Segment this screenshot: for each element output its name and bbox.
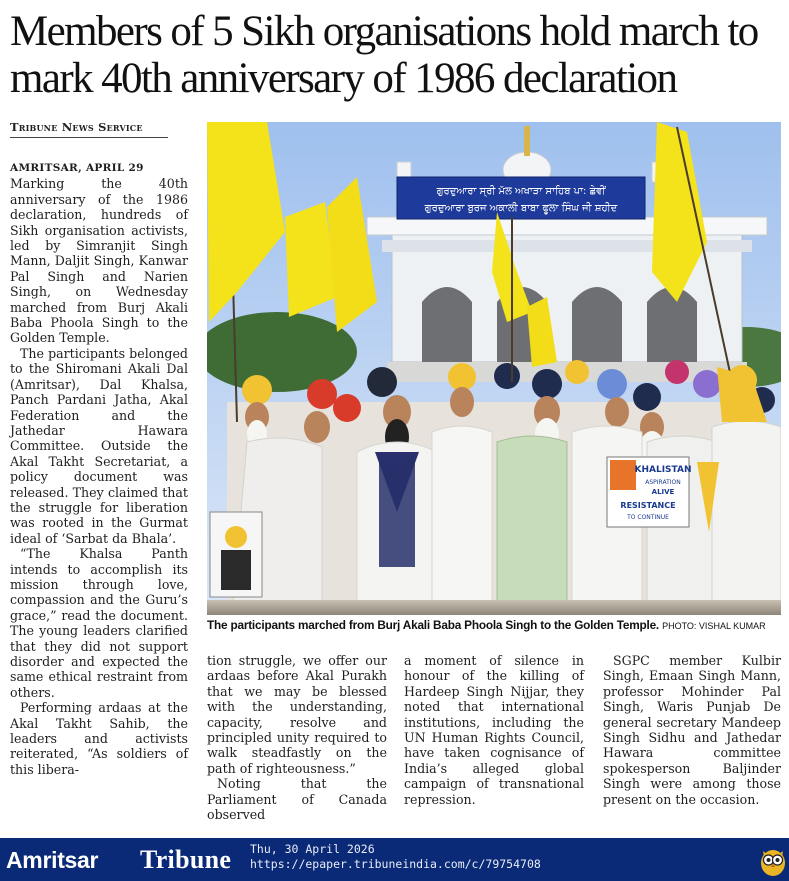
epaper-footer <box>0 838 789 881</box>
brand-amritsar: Amritsar <box>6 847 99 873</box>
paragraph-1: Marking the 40th anniversary of the 1986 declaration, hundreds of Sikh organisation activists, led by Simranjit Singh Mann, Daljit Singh, Kanwar Pal Singh and Narien Singh, on Wednesday marched from Burj Akali Baba Phoola Singh to the Golden Temple. <box>10 176 188 346</box>
placard-line-3: ALIVE <box>651 488 675 496</box>
byline: Tribune News Service <box>10 120 168 138</box>
news-photo <box>207 122 781 615</box>
paragraph-6: Noting that the Parliament of Canada observed <box>207 776 387 823</box>
caption-text: The participants marched from Burj Akali Baba Phoola Singh to the Golden Temple. <box>207 618 660 632</box>
owl-mascot-icon <box>760 843 786 877</box>
march-photo-illustration <box>207 122 781 615</box>
dateline: AMRITSAR, APRIL 29 <box>10 162 144 174</box>
brand-tribune: Tribune <box>140 845 232 874</box>
article-column-1 <box>10 157 188 777</box>
placard-line-5: TO CONTINUE <box>627 514 669 521</box>
paragraph-7: a moment of silence in honour of the killing of Hardeep Singh Nijjar, they noted that international institutions, including the UN Human Rights Council, have taken cognisance of India’s alleged global campaign of transnational repression. <box>404 653 584 807</box>
epaper-url-link[interactable]: https://epaper.tribuneindia.com/c/79754708 <box>250 857 541 871</box>
paragraph-2: The participants belonged to the Shiromani Akali Dal (Amritsar), Dal Khalsa, Panch Pardani Jatha, Akal Federation and the Jathedar Hawara Committee. Outside the Akal Takht Secretariat, a policy document was released. They claimed that the struggle for liberation was rooted in the Gurmat ideal of ‘Sarbat da Bhala’. <box>10 345 188 546</box>
headline: Members of 5 Sikh organisations hold march to mark 40th anniversary of 1986 declaration <box>10 8 758 102</box>
placard-line-2: ASPIRATION <box>645 479 681 486</box>
placard-line-4: RESISTANCE <box>620 501 676 510</box>
paragraph-8: SGPC member Kulbir Singh, Emaan Singh Mann, professor Mohinder Pal Singh, Waris Punjab De general secretary Mandeep Singh Sidhu and Jathedar Hawara committee spokesperson Baljinder Singh were among those present on the occasion. <box>603 653 781 807</box>
paragraph-5: tion struggle, we offer our ardaas before Akal Purakh that we may be blessed with the understanding, capacity, resolve and principled unity required to walk steadfastly on the path of righteousness.” <box>207 653 387 776</box>
banner-text-1: ਗੁਰਦੁਆਰਾ ਸ੍ਰੀ ਮੱਲ ਅਖਾੜਾ ਸਾਹਿਬ ਪਾ: ਛੇਵੀਂ <box>436 186 606 197</box>
paragraph-4: Performing ardaas at the Akal Takht Sahib, the leaders and activists reiterated, “As soldiers of this libera- <box>10 700 188 777</box>
paragraph-3: “The Khalsa Panth intends to accomplish its mission through love, compassion and the Guru’s grace,” read the document. The young leaders clarified that they did not support disorder and expected the same ethical restraint from others. <box>10 546 188 700</box>
photo-credit: PHOTO: VISHAL KUMAR <box>662 621 766 631</box>
footer-date: Thu, 30 April 2026 <box>250 842 375 856</box>
khalistan-placard <box>607 457 691 527</box>
article-column-3 <box>404 653 584 807</box>
photo-caption <box>207 618 782 632</box>
article-column-4 <box>603 653 781 807</box>
banner-text-2: ਗੁਰਦੁਆਰਾ ਬੁਰਜ ਅਕਾਲੀ ਬਾਬਾ ਫੂਲਾ ਸਿੰਘ ਜੀ ਸ਼ਹੀਦ <box>424 203 618 214</box>
placard-line-1: KHALISTAN <box>634 465 692 475</box>
article-column-2 <box>207 653 387 822</box>
